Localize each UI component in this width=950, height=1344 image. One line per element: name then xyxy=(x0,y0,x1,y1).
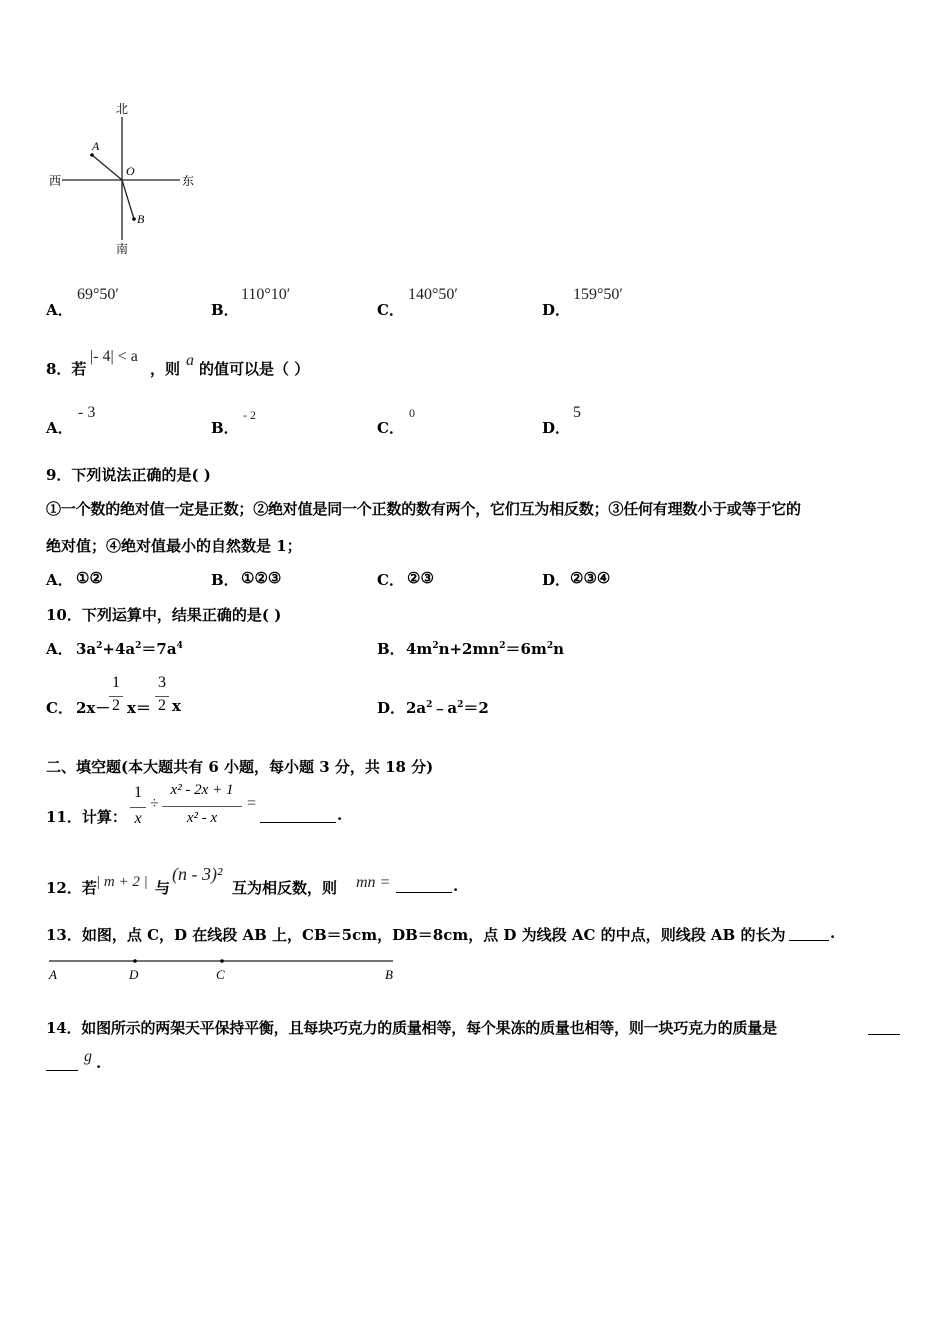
section-2-title: 二、填空题(本大题共有 6 小题，每小题 3 分，共 18 分) xyxy=(46,758,434,776)
q8-middle: ，则 xyxy=(150,360,181,378)
q12-answer-blank[interactable] xyxy=(396,892,452,893)
q9-option-d-value: ②③④ xyxy=(570,569,611,587)
origin-label: O xyxy=(126,164,135,178)
q12-middle: 互为相反数，则 xyxy=(232,879,338,897)
segment-point-b-label: B xyxy=(385,967,393,982)
q13-answer-blank[interactable] xyxy=(789,940,829,941)
q11-frac2-bar xyxy=(162,806,242,807)
q8-option-b-value: - 2 xyxy=(243,408,256,422)
q9-option-b-value: ①②③ xyxy=(241,569,282,587)
q10-option-c-label: C． xyxy=(46,699,73,717)
q14-text: 14．如图所示的两架天平保持平衡，且每块巧克力的质量相等，每个果冻的质量也相等，则一块巧克力的质量是 xyxy=(46,1019,777,1037)
q8-var: a xyxy=(186,352,194,369)
q10-stem: 10．下列运算中，结果正确的是( ) xyxy=(46,606,282,624)
segment-point-a-label: A xyxy=(49,967,57,982)
segment-point-c-label: C xyxy=(216,967,225,982)
q8-condition: |- 4| < a xyxy=(90,348,138,365)
east-label: 东 xyxy=(182,174,195,188)
north-label: 北 xyxy=(116,102,129,116)
q10-option-a-label: A． xyxy=(46,640,73,658)
q10-c-frac1-den: 2 xyxy=(112,697,120,714)
q8-prefix: 8．若 xyxy=(46,360,87,378)
q12-abs-expression: | m + 2 | xyxy=(96,874,148,890)
q7-option-a-label: A． xyxy=(46,301,73,319)
point-a-label: A xyxy=(92,139,100,153)
q10-option-b-value: $4m^2n+2mn^2=6m^2n$ xyxy=(406,640,565,658)
q10-option-d-value: $2a^2﹣a^2=2$ xyxy=(406,699,489,717)
point-d-dot xyxy=(133,959,137,963)
q14-answer-blank-part2[interactable] xyxy=(46,1070,78,1071)
q9-option-c-value: ②③ xyxy=(407,569,434,587)
q10-option-d-label: D． xyxy=(377,699,406,717)
q13-text: 13．如图，点 C，D 在线段 AB 上，CB＝5cm，DB＝8cm，点 D 为线段 AC 的中点，则线段 AB 的长为 xyxy=(46,926,786,944)
q9-option-b-label: B． xyxy=(211,571,239,589)
q9-option-a-value: ①② xyxy=(76,569,103,587)
q8-option-c-value: 0 xyxy=(409,406,415,420)
segment-point-d-label: D xyxy=(129,967,139,982)
compass-figure xyxy=(40,95,210,260)
q7-option-d-label: D． xyxy=(542,301,571,319)
q8-option-c-label: C． xyxy=(377,419,404,437)
q11-frac1-num: 1 xyxy=(134,784,142,801)
q11-divide: ÷ xyxy=(150,795,159,812)
q11-answer-blank[interactable] xyxy=(260,822,336,823)
q7-option-a-value: 69°50′ xyxy=(77,286,119,303)
q11-prefix: 11．计算： xyxy=(46,808,127,826)
q9-option-c-label: C． xyxy=(377,571,404,589)
q7-option-d-value: 159°50′ xyxy=(573,286,623,303)
q10-option-b-label: B． xyxy=(377,640,405,658)
q8-option-a-value: - 3 xyxy=(78,404,96,421)
q10-option-c-suffix: x xyxy=(172,697,181,715)
point-a-dot xyxy=(90,153,94,157)
q14-unit: g xyxy=(84,1048,92,1065)
q10-c-frac2-num: 3 xyxy=(158,674,166,691)
q13-end: . xyxy=(830,924,836,942)
q8-option-d-label: D． xyxy=(542,419,571,437)
q14-answer-blank-part1[interactable] xyxy=(868,1034,900,1035)
q9-option-a-label: A． xyxy=(46,571,73,589)
q10-option-a-value: $3a^2+4a^2=7a^4$ xyxy=(76,640,183,658)
q7-option-b-label: B． xyxy=(211,301,239,319)
q12-with: 与 xyxy=(155,879,171,897)
q8-option-d-value: 5 xyxy=(573,404,581,421)
q8-option-b-label: B． xyxy=(211,419,239,437)
q11-frac2-den: x² - x xyxy=(186,810,218,826)
q11-equals: = xyxy=(247,795,257,812)
q9-statements-line1: ①一个数的绝对值一定是正数；②绝对值是同一个正数的数有两个，它们互为相反数；③任何有理数小于或等于它的 xyxy=(46,500,801,518)
q9-stem: 9．下列说法正确的是( ) xyxy=(46,466,211,484)
q8-suffix: 的值可以是（ ） xyxy=(199,360,310,378)
q11-frac1-den: x xyxy=(134,810,142,827)
ray-ob xyxy=(122,180,134,219)
point-b-label: B xyxy=(137,212,145,226)
q11-frac2-num: x² - 2x + 1 xyxy=(170,782,234,798)
q7-option-b-value: 110°10′ xyxy=(241,286,291,303)
q9-statements-line2: 绝对值；④绝对值最小的自然数是 1； xyxy=(46,537,302,555)
q12-mn: mn = xyxy=(356,874,391,891)
q12-end: . xyxy=(453,877,459,895)
south-label: 南 xyxy=(116,242,129,256)
q7-option-c-value: 140°50′ xyxy=(408,286,458,303)
point-b-dot xyxy=(132,217,136,221)
q10-option-c-prefix: 2x－ xyxy=(76,699,111,717)
ray-oa xyxy=(92,155,122,180)
q12-paren-expression: (n - 3)² xyxy=(172,864,223,884)
west-label: 西 xyxy=(49,174,62,188)
q10-c-frac1-num: 1 xyxy=(112,674,120,691)
q14-end: . xyxy=(96,1054,102,1072)
q11-end: . xyxy=(337,806,343,824)
q10-c-frac2-den: 2 xyxy=(158,697,166,714)
q11-frac1-bar xyxy=(130,807,146,808)
point-c-dot xyxy=(220,959,224,963)
q10-option-c-mid: x＝ xyxy=(127,699,151,717)
q9-option-d-label: D． xyxy=(542,571,571,589)
q12-prefix: 12．若 xyxy=(46,879,97,897)
q8-option-a-label: A． xyxy=(46,419,73,437)
q7-option-c-label: C． xyxy=(377,301,404,319)
segment-figure xyxy=(45,952,405,986)
